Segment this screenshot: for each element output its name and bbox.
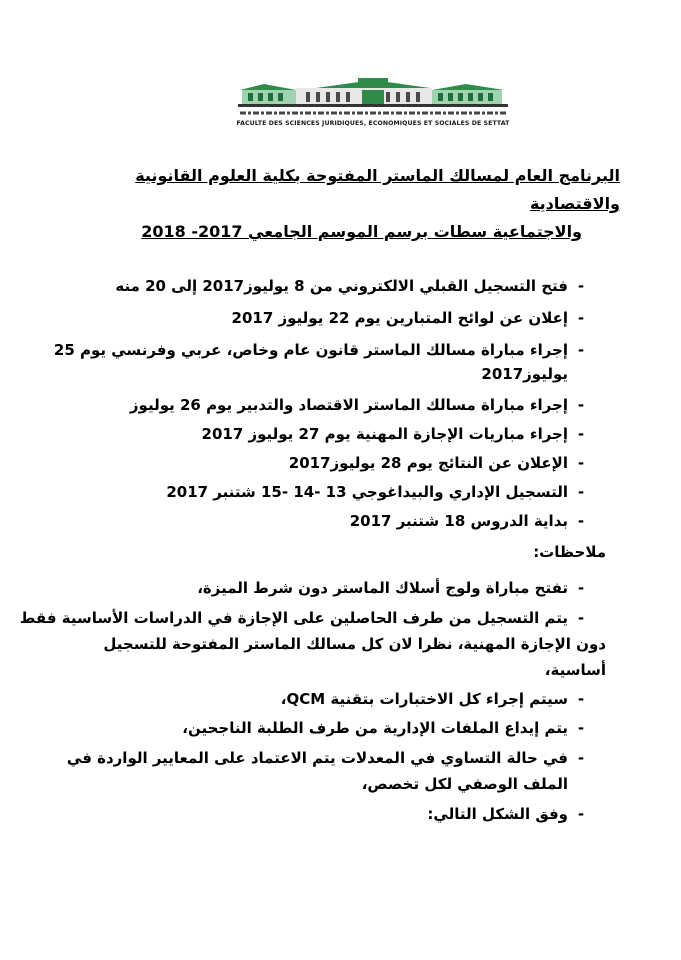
note-item: في حالة التساوي في المعدلات يتم الاعتماد على المعايير الواردة في (66, 749, 568, 767)
schedule-item: إعلان عن لوائح المتبارين يوم 22 يوليوز 2017 (231, 309, 568, 327)
page-title (60, 162, 620, 246)
list-dash: - (577, 805, 585, 823)
faculty-logo (236, 76, 510, 134)
notes-heading: ملاحظات: (533, 543, 606, 561)
note-item: يتم التسجيل من طرف الحاصلين على الإجازة في الدراسات الأساسية فقط (19, 609, 568, 627)
note-item (281, 685, 568, 713)
title-line-1: البرنامج العام لمسالك الماستر المفتوحة بكلية العلوم القانونية والاقتصادية (135, 166, 620, 213)
note-latin-term: QCM (286, 690, 326, 708)
list-dash: - (577, 512, 585, 530)
note-item-continuation: أساسية، (544, 661, 606, 679)
note-item-continuation: دون الإجازة المهنية، نظرا لان كل مسالك الماستر المفتوحة للتسجيل (103, 635, 606, 653)
schedule-item: الإعلان عن النتائج يوم 28 يوليوز2017 (288, 454, 568, 472)
list-dash: - (577, 309, 585, 327)
list-dash: - (577, 609, 585, 627)
schedule-item: إجراء مباراة مسالك الماستر قانون عام وخاص، عربي وفرنسي يوم 25 (53, 341, 568, 359)
title-line-2: والاجتماعية سطات برسم الموسم الجامعي 2017- 2018 (141, 222, 582, 241)
list-dash: - (577, 341, 585, 359)
list-dash: - (577, 579, 585, 597)
list-dash: - (577, 719, 585, 737)
note-item: تفتح مباراة ولوج أسلاك الماستر دون شرط الميزة، (197, 579, 568, 597)
note-tail: ، (280, 690, 287, 708)
list-dash: - (577, 277, 585, 295)
schedule-item: بداية الدروس 18 شتنبر 2017 (349, 512, 568, 530)
note-text: سيتم إجراء كل الاختبارات بتقنية (325, 690, 568, 708)
list-dash: - (577, 425, 585, 443)
list-dash: - (577, 454, 585, 472)
schedule-item: إجراء مباراة مسالك الماستر الاقتصاد والتدبير يوم 26 يوليوز (129, 396, 568, 414)
schedule-item: إجراء مباريات الإجازة المهنية يوم 27 يوليوز 2017 (201, 425, 568, 443)
list-dash: - (577, 396, 585, 414)
schedule-item: التسجيل الإداري والبيداغوجي 13 -14 -15 شتنبر 2017 (166, 483, 568, 501)
logo-caption: FACULTE DES SCIENCES JURIDIQUES, ECONOMIQUES ET SOCIALES DE SETTAT (236, 120, 510, 127)
schedule-item: فتح التسجيل القبلي الالكتروني من 8 يوليوز2017 إلى 20 منه (115, 277, 568, 295)
list-dash: - (577, 483, 585, 501)
list-dash: - (577, 749, 585, 767)
faculty-building-emblem (236, 76, 510, 120)
note-item-continuation: الملف الوصفي لكل تخصص، (361, 775, 568, 793)
note-item: وفق الشكل التالي: (427, 805, 568, 823)
schedule-item-continuation: يوليوز2017 (481, 365, 568, 383)
note-item: يتم إيداع الملفات الإدارية من طرف الطلبة الناجحين، (182, 719, 568, 737)
list-dash: - (577, 690, 585, 708)
